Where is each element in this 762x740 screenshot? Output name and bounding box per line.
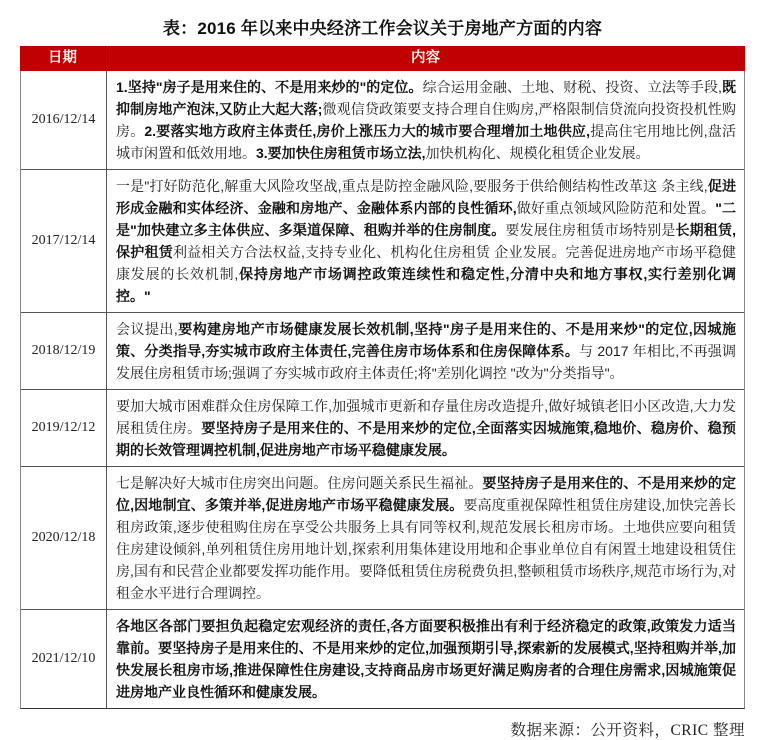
row-content <box>107 390 744 466</box>
table-row <box>21 389 744 466</box>
row-date: 2016/12/14 <box>21 71 107 169</box>
content-segment: 一是"打好防范化,解重大风险攻坚战,重点是防控金融风险,要服务于供给侧结构性改革这 条主线, <box>116 178 708 194</box>
row-content <box>107 467 744 609</box>
content-segment: 3.要加快住房租赁市场立法, <box>256 145 426 161</box>
row-date: 2020/12/18 <box>21 467 107 609</box>
row-content <box>107 71 744 169</box>
content-segment: 七是解决好大城市住房突出问题。住房问题关系民生福祉。 <box>116 475 483 491</box>
content-segment: 做好重点领域风险防范和处置。 <box>516 200 716 216</box>
row-date: 2019/12/12 <box>21 390 107 466</box>
row-content <box>107 610 744 708</box>
table-row <box>21 466 744 609</box>
content-segment: 既抑制房地产泡沫,又防止大起大落; <box>116 79 737 117</box>
content-segment: 综合运用金融、土地、财税、投资、立法等手段, <box>422 79 722 95</box>
content-segment: 微观信贷政策要支持合理自住购房,严格限制信贷流向投资投机性购房。 <box>116 101 736 139</box>
table-row <box>21 71 744 169</box>
table-body <box>20 71 745 709</box>
row-content <box>107 313 744 389</box>
content-segment: 要构建房地产市场健康发展长效机制,坚持"房子是用来住的、不是用来炒"的定位,因城施策、分类指导,夯实城市政府主体责任,完善住房市场体系和住房保障体系。 <box>116 321 736 359</box>
content-segment: 提高住宅用地比例,盘活城市闲置和低效用地。 <box>116 123 737 161</box>
content-segment: 保持房地产市场调控政策连续性和稳定性,分清中央和地方事权,实行差别化调控。" <box>116 266 737 304</box>
content-segment: 长期租赁,保护租赁 <box>116 222 737 260</box>
content-segment: 要加大城市困难群众住房保障工作,加强城市更新和存量住房改造提升,做好城镇老旧小区改造,大力发展租赁住房。 <box>116 398 736 436</box>
policy-table <box>20 46 745 709</box>
content-segment: 要高度重视保障性租赁住房建设,加快完善长租房政策,逐步使租购住房在享受公共服务上具有同等权利,规范发展长租房市场。土地供应要向租赁住房建设倾斜,单列租赁住房用地计划,探索利用集体建设用地和企事业单位自有闲置土地建设租赁住房,国有和民营企业都要发挥功能作用。要降低租赁住房税费负担,整顿租赁市场秩序,规范市场行为,对租金水平进行合理调控。 <box>116 497 736 601</box>
content-segment: 要坚持房子是用来住的、不是用来炒的定位,全面落实因城施策,稳地价、稳房价、稳预期的长效管理调控机制,促进房地产市场平稳健康发展。 <box>116 420 737 458</box>
content-segment: 各地区各部门要担负起稳定宏观经济的责任,各方面要积极推出有利于经济稳定的政策,政策发力适当靠前。要坚持房子是用来住的、不是用来炒的定位,加强预期引导,探索新的发展模式,坚持租购并举,加快发展长租房市场,推进保障性住房建设,支持商品房市场更好满足购房者的合理住房需求,因城施策促进房地产业良性循环和健康发展。 <box>116 618 736 700</box>
table-title: 表：2016 年以来中央经济工作会议关于房地产方面的内容 <box>162 19 603 38</box>
row-date: 2021/12/10 <box>21 610 107 708</box>
content-segment: 与 2017 年相比,不再强调发展住房租赁市场;强调了夯实城市政府主体责任;将"差别化调控 "改为"分类指导"。 <box>116 343 736 381</box>
content-segment: 利益相关方合法权益,支持专业化、机构化住房租赁 企业发展。完善促进房地产市场平稳健康发展的长效机制, <box>116 244 737 282</box>
row-date: 2018/12/19 <box>21 313 107 389</box>
content-segment: "二是"加快建立多主体供应、多渠道保障、租购并举的住房制度。 <box>116 200 736 238</box>
table-row <box>21 169 744 312</box>
content-segment: 会议提出, <box>116 321 178 337</box>
table-header-row <box>20 46 745 71</box>
row-date: 2017/12/14 <box>21 170 107 312</box>
row-content <box>107 170 744 312</box>
content-segment: 1.坚持"房子是用来住的、不是用来炒的"的定位。 <box>116 79 423 95</box>
data-source-note: 数据来源：公开资料，CRIC 整理 <box>510 722 745 739</box>
content-segment: 2.要落实地方政府主体责任,房价上涨压力大的城市要合理增加土地供应, <box>144 123 590 139</box>
content-segment: 要坚持房子是用来住的、不是用来炒的定位,因地制宜、多策并举,促进房地产市场平稳健康发展。 <box>116 475 737 513</box>
content-segment: 要发展住房租赁市场特别是 <box>505 222 676 238</box>
table-row <box>21 312 744 389</box>
content-segment: 促进形成金融和实体经济、金融和房地产、金融体系内部的良性循环, <box>116 178 736 216</box>
table-row <box>21 609 744 708</box>
header-cell-date: 日期 <box>20 46 106 71</box>
header-cell-content: 内容 <box>411 50 440 66</box>
content-segment: 加快机构化、规模化租赁企业发展。 <box>425 145 650 161</box>
